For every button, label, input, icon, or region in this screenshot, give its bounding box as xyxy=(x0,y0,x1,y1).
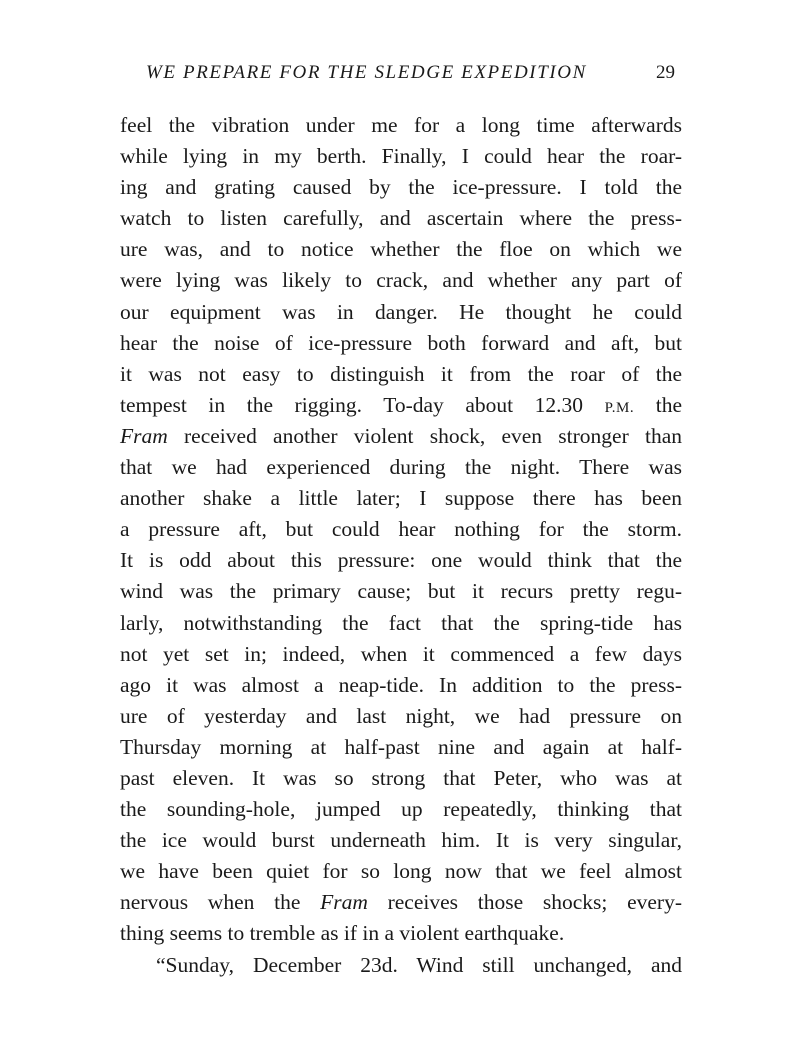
text-line: hear the noise of ice-pressure both forward and aft, but xyxy=(120,330,682,355)
text-line: ure was, and to notice whether the floe on which we xyxy=(120,237,682,262)
text-segment: received another violent shock, even stronger than xyxy=(167,423,682,448)
ship-name: Fram xyxy=(320,890,368,915)
text-segment: tempest in the rigging. To-day about 12.30 xyxy=(120,392,605,417)
text-line: the sounding-hole, jumped up repeatedly, thinking that xyxy=(120,797,682,822)
page-number: 29 xyxy=(656,62,675,83)
text-line xyxy=(120,390,682,421)
text-line: “Sunday, December 23d. Wind still unchanged, and xyxy=(156,952,682,977)
body-text xyxy=(120,110,682,981)
text-line: our equipment was in danger. He thought he could xyxy=(120,299,682,324)
text-line: watch to listen carefully, and ascertain where the press- xyxy=(120,206,682,231)
text-line: the ice would burst underneath him. It is very singular, xyxy=(120,828,682,853)
text-line xyxy=(120,421,682,452)
text-line: ure of yesterday and last night, we had pressure on xyxy=(120,703,682,728)
text-line: while lying in my berth. Finally, I could hear the roar- xyxy=(120,144,682,169)
text-line: ago it was almost a neap-tide. In addition to the press- xyxy=(120,672,682,697)
text-line: it was not easy to distinguish it from the roar of the xyxy=(120,361,682,386)
text-line: It is odd about this pressure: one would think that the xyxy=(120,548,682,573)
text-line: not yet set in; indeed, when it commenced a few days xyxy=(120,641,682,666)
chapter-title: WE PREPARE FOR THE SLEDGE EXPEDITION xyxy=(146,62,587,83)
text-line: ing and grating caused by the ice-pressure. I told the xyxy=(120,175,682,200)
text-line: another shake a little later; I suppose there has been xyxy=(120,486,682,511)
running-head xyxy=(146,62,686,84)
text-line: larly, notwithstanding the fact that the spring-tide has xyxy=(120,610,682,635)
text-line: that we had experienced during the night. There was xyxy=(120,455,682,480)
ship-name: Fram xyxy=(120,423,168,448)
text-line: a pressure aft, but could hear nothing for the storm. xyxy=(120,517,682,542)
text-line: wind was the primary cause; but it recurs pretty regu- xyxy=(120,579,682,604)
text-line: we have been quiet for so long now that we feel almost xyxy=(120,859,682,884)
time-abbreviation: P.M. xyxy=(604,399,635,416)
text-line xyxy=(120,887,682,918)
text-line: past eleven. It was so strong that Peter, who was at xyxy=(120,765,682,790)
text-line: thing seems to tremble as if in a violent earthquake. xyxy=(120,921,565,946)
text-line: Thursday morning at half-past nine and again at half- xyxy=(120,734,682,759)
text-segment: nervous when the xyxy=(120,890,321,915)
text-line: were lying was likely to crack, and whether any part of xyxy=(120,268,682,293)
text-segment: the xyxy=(634,392,682,417)
text-segment: receives those shocks; every- xyxy=(367,890,682,915)
text-line: feel the vibration under me for a long time afterwards xyxy=(120,113,682,137)
